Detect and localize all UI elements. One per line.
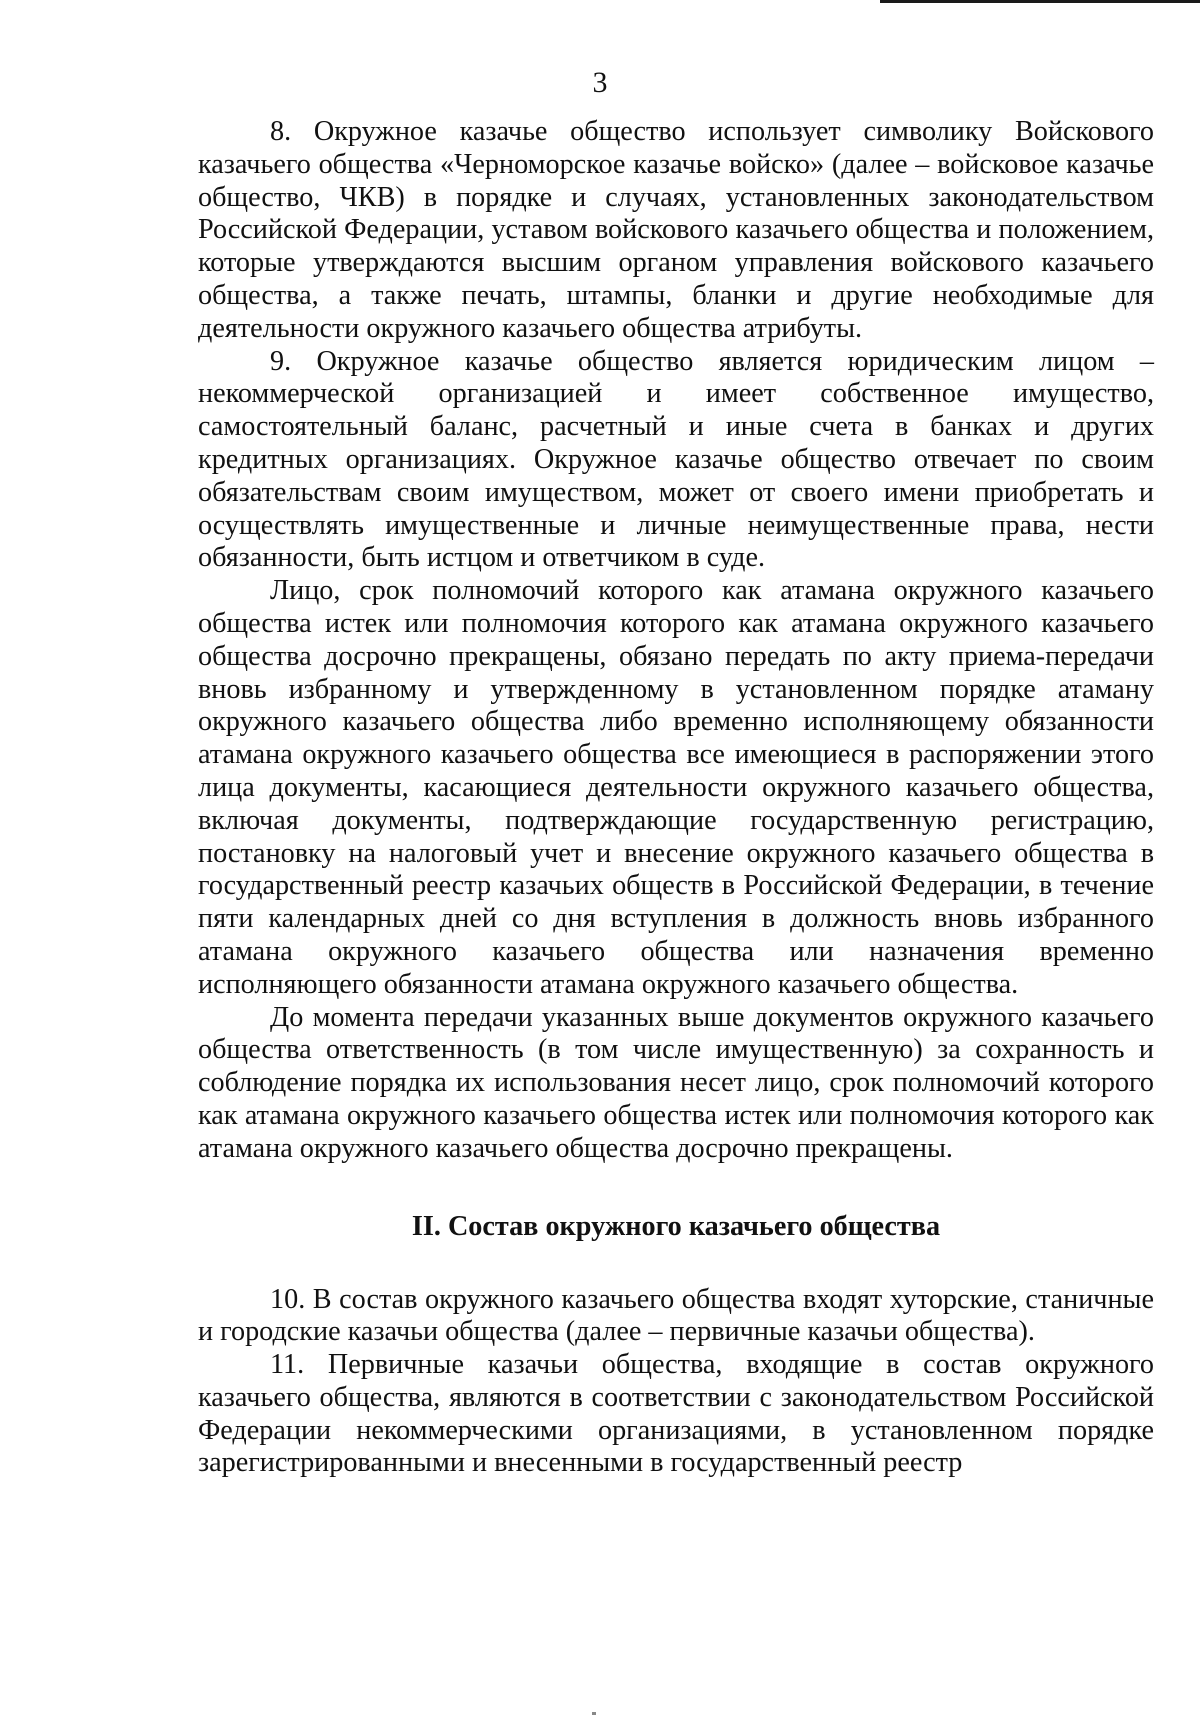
scan-artifact <box>592 1712 596 1715</box>
page-number: 3 <box>592 66 608 99</box>
paragraph-8: 8. Окружное казачье общество использует символику Войскового казачьего общества «Черноморское казачье войско» (далее – войсковое казачье общество, ЧКВ) в порядке и случаях, установленных законодательством Российской Федерации, уставом войскового казачьего общества и положением, которые утверждаются высшим органом управления войскового казачьего общества, а также печать, штампы, бланки и другие необходимые для деятельности окружного казачьего общества атрибуты. <box>198 116 1154 344</box>
paragraph-11: 11. Первичные казачьи общества, входящие в состав окружного казачьего общества, являются в соответствии с законодательством Российской Федерации некоммерческими организациями, в установленном порядке зарегистрированными и внесенными в государственный реестр <box>198 1349 1154 1479</box>
paragraph-10: 10. В состав окружного казачьего общества входят хуторские, станичные и городские казачьи общества (далее – первичные казачьи общества). <box>198 1283 1154 1348</box>
paragraph-responsibility: До момента передачи указанных выше документов окружного казачьего общества ответственность (в том числе имущественную) за сохранность и соблюдение порядка их использования несет лицо, срок полномочий которого как атамана окружного казачьего общества истек или полномочия которого как атамана окружного казачьего общества досрочно прекращены. <box>198 1001 1154 1164</box>
document-body <box>198 116 1154 1480</box>
section-heading: II. Состав окружного казачьего общества <box>411 1210 941 1242</box>
paragraph-9: 9. Окружное казачье общество является юридическим лицом – некоммерческой организацией и имеет собственное имущество, самостоятельный баланс, расчетный и иные счета в банках и других кредитных организациях. Окружное казачье общество отвечает по своим обязательствам своим имуществом, может от своего имени приобретать и осуществлять имущественные и личные неимущественные права, нести обязанности, быть истцом и ответчиком в суде. <box>198 345 1154 574</box>
top-edge-line <box>880 0 1200 3</box>
paragraph-ataman-transfer: Лицо, срок полномочий которого как атамана окружного казачьего общества истек или полномочия которого как атамана окружного казачьего общества досрочно прекращены, обязано передать по акту приема-передачи вновь избранному и утвержденному в установленном порядке атаману окружного казачьего общества либо временно исполняющему обязанности атамана окружного казачьего общества все имеющиеся в распоряжении этого лица документы, касающиеся деятельности окружного казачьего общества, включая документы, подтверждающие государственную регистрацию, постановку на налоговый учет и внесение окружного казачьего общества в государственный реестр казачьих обществ в Российской Федерации, в течение пяти календарных дней со дня вступления в должность вновь избранного атамана окружного казачьего общества или назначения временно исполняющего обязанности атамана окружного казачьего общества. <box>198 575 1154 1000</box>
